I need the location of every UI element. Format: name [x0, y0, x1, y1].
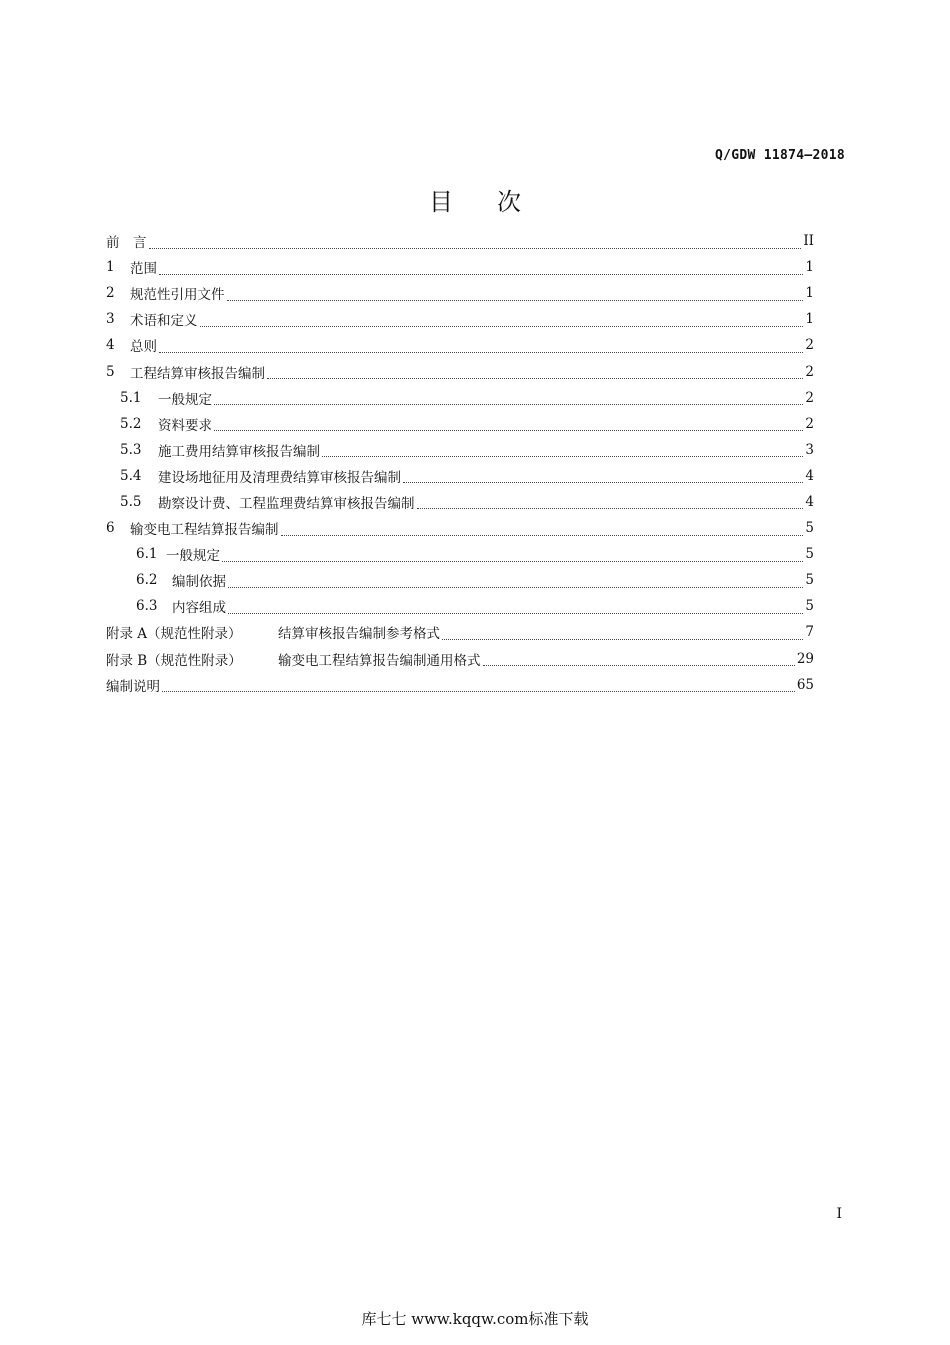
toc-leader-dots	[214, 394, 803, 405]
toc-entry[interactable]	[106, 332, 814, 358]
toc-entry-number: 附录 A（规范性附录）	[106, 626, 242, 643]
toc-entry-label: 结算审核报告编制参考格式	[278, 626, 440, 643]
toc-entry[interactable]	[106, 541, 814, 567]
toc-entry-label: 规范性引用文件	[130, 287, 225, 304]
toc-entry-number: 4	[106, 337, 115, 354]
toc-entry[interactable]	[106, 489, 814, 515]
toc-entry[interactable]	[106, 306, 814, 332]
toc-entry[interactable]	[106, 358, 814, 384]
page-number: I	[836, 1206, 842, 1222]
toc-leader-dots	[222, 551, 803, 562]
toc-entry[interactable]	[106, 280, 814, 306]
toc-entry-page: 2	[805, 363, 814, 380]
toc-entry-number: 6.2	[136, 572, 158, 589]
toc-entry-label: 范围	[130, 261, 157, 278]
toc-entry-page: II	[803, 233, 814, 250]
toc-entry[interactable]	[106, 437, 814, 463]
toc-entry-page: 1	[805, 311, 814, 328]
toc-entry-label: 编制依据	[172, 574, 226, 591]
toc-leader-dots	[417, 498, 804, 509]
toc-leader-dots	[322, 446, 803, 457]
toc-entry-label: 建设场地征用及清理费结算审核报告编制	[158, 469, 401, 486]
toc-entry[interactable]	[106, 463, 814, 489]
toc-entry-label: 一般规定	[158, 391, 212, 408]
toc-entry-number: 附录 B（规范性附录）	[106, 652, 242, 669]
table-of-contents	[106, 228, 814, 698]
toc-entry-label: 总则	[130, 339, 157, 356]
toc-entry-number: 6.3	[136, 598, 158, 615]
toc-entry-label: 一般规定	[166, 548, 220, 565]
toc-entry-page: 4	[805, 493, 814, 510]
toc-leader-dots	[149, 238, 802, 249]
toc-entry[interactable]	[106, 672, 814, 698]
toc-entry[interactable]	[106, 646, 814, 672]
footer-watermark: 库七七 www.kqqw.com标准下载	[361, 1310, 589, 1328]
toc-entry-number: 5.3	[120, 441, 142, 458]
toc-entry-page: 5	[805, 546, 814, 563]
toc-entry[interactable]	[106, 567, 814, 593]
toc-entry-page: 4	[805, 467, 814, 484]
toc-entry-page: 5	[805, 572, 814, 589]
toc-entry[interactable]	[106, 385, 814, 411]
toc-entry[interactable]	[106, 411, 814, 437]
toc-entry-number: 5	[106, 363, 115, 380]
toc-leader-dots	[159, 264, 803, 275]
toc-leader-dots	[483, 655, 795, 666]
toc-entry-number: 2	[106, 285, 115, 302]
toc-leader-dots	[281, 525, 804, 536]
toc-entry-page: 2	[805, 415, 814, 432]
toc-entry[interactable]	[106, 515, 814, 541]
toc-entry-page: 5	[805, 520, 814, 537]
toc-entry[interactable]	[106, 254, 814, 280]
toc-entry-label: 勘察设计费、工程监理费结算审核报告编制	[158, 495, 415, 512]
toc-entry-label: 内容组成	[172, 600, 226, 617]
toc-entry-page: 2	[805, 337, 814, 354]
toc-entry-page: 65	[796, 676, 814, 693]
toc-entry-label: 编制说明	[106, 678, 160, 695]
toc-entry-number: 6	[106, 520, 115, 537]
toc-entry-label: 输变电工程结算报告编制通用格式	[278, 652, 481, 669]
toc-entry-label: 术语和定义	[130, 313, 198, 330]
toc-entry[interactable]	[106, 228, 814, 254]
toc-leader-dots	[228, 603, 803, 614]
toc-entry-label: 施工费用结算审核报告编制	[158, 443, 320, 460]
toc-entry-page: 1	[805, 285, 814, 302]
toc-entry-label: 资料要求	[158, 417, 212, 434]
toc-entry-page: 7	[805, 624, 814, 641]
toc-entry-number: 5.5	[120, 493, 142, 510]
toc-entry-number: 5.2	[120, 415, 142, 432]
toc-entry-number: 1	[106, 259, 115, 276]
toc-leader-dots	[200, 316, 804, 327]
toc-entry-page: 2	[805, 389, 814, 406]
toc-leader-dots	[214, 420, 803, 431]
document-code: Q/GDW 11874—2018	[714, 148, 845, 163]
toc-leader-dots	[228, 577, 803, 588]
toc-entry-number: 6.1	[136, 546, 158, 563]
toc-entry-page: 29	[796, 650, 814, 667]
toc-entry-label: 工程结算审核报告编制	[130, 365, 265, 382]
toc-title: 目次	[429, 188, 565, 216]
toc-entry-number: 5.1	[120, 389, 142, 406]
toc-leader-dots	[227, 290, 804, 301]
toc-entry-page: 5	[805, 598, 814, 615]
toc-entry[interactable]	[106, 619, 814, 645]
toc-entry-number: 5.4	[120, 467, 142, 484]
toc-entry-page: 3	[805, 441, 814, 458]
toc-entry-number: 3	[106, 311, 115, 328]
toc-leader-dots	[442, 629, 803, 640]
toc-leader-dots	[159, 342, 803, 353]
toc-entry-label: 输变电工程结算报告编制	[130, 522, 279, 539]
toc-entry-label: 前 言	[106, 235, 147, 252]
toc-entry[interactable]	[106, 593, 814, 619]
toc-leader-dots	[162, 681, 795, 692]
toc-leader-dots	[267, 368, 803, 379]
toc-leader-dots	[403, 472, 803, 483]
toc-entry-page: 1	[805, 259, 814, 276]
